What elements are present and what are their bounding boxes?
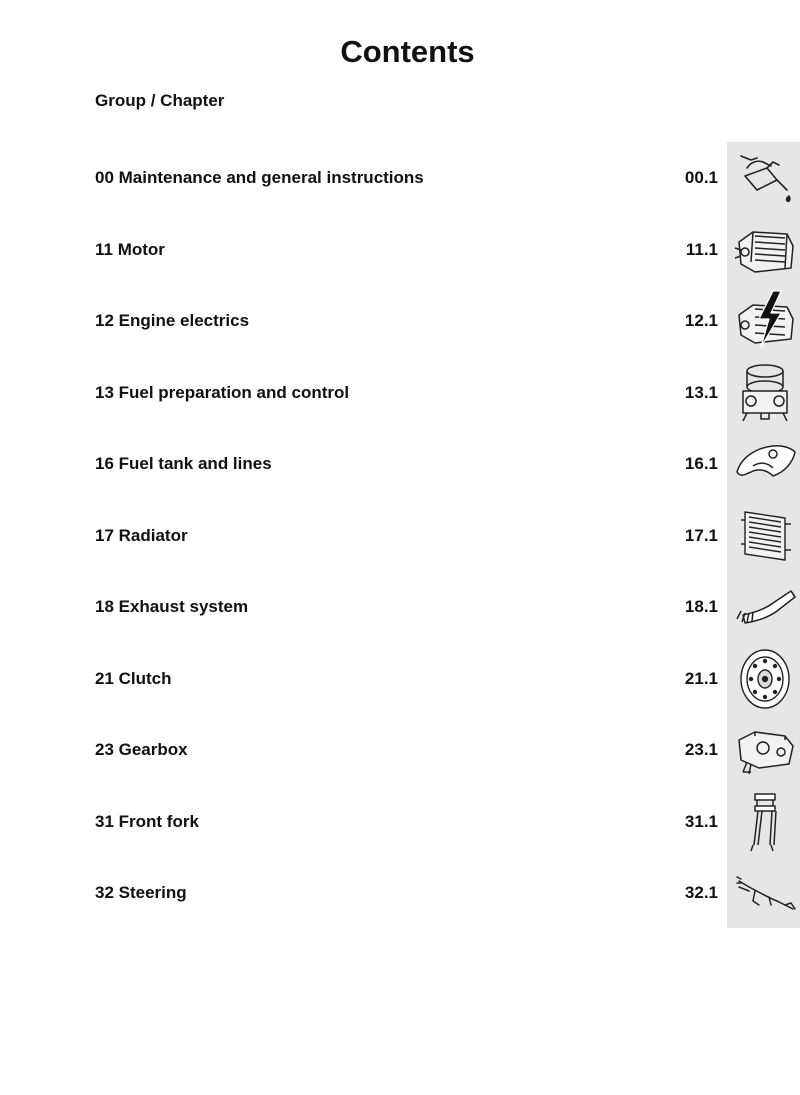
toc-entry-title[interactable]: 17 Radiator	[95, 526, 188, 545]
gearbox-icon	[733, 718, 797, 782]
toc-entry-page[interactable]: 31.1	[684, 812, 718, 831]
toc-entry-page[interactable]: 17.1	[684, 526, 718, 545]
throttle-body-icon	[733, 361, 797, 425]
toc-entry-title[interactable]: 00 Maintenance and general instructions	[95, 168, 424, 187]
toc-row-31[interactable]	[0, 786, 800, 858]
toc-entry-title[interactable]: 32 Steering	[95, 883, 187, 902]
toc-entry-page[interactable]: 32.1	[684, 883, 718, 902]
toc-row-21[interactable]	[0, 643, 800, 715]
column-header: Group / Chapter	[95, 91, 225, 110]
toc-entry-title[interactable]: 23 Gearbox	[95, 740, 188, 759]
toc-entry-page[interactable]: 00.1	[684, 168, 718, 187]
engine-lightning-icon	[733, 289, 797, 353]
toc-entry-title[interactable]: 12 Engine electrics	[95, 311, 250, 330]
toc-row-16[interactable]	[0, 428, 800, 500]
page-title: Contents	[340, 34, 475, 69]
oil-can-icon	[733, 146, 797, 210]
toc-entry-title[interactable]: 18 Exhaust system	[95, 597, 249, 616]
toc-entry-page[interactable]: 23.1	[684, 740, 718, 759]
toc-entry-title[interactable]: 31 Front fork	[95, 812, 199, 831]
handlebar-icon	[733, 861, 797, 925]
toc-entry-page[interactable]: 18.1	[684, 597, 718, 616]
toc-row-11[interactable]	[0, 214, 800, 286]
fuel-tank-icon	[733, 432, 797, 496]
toc-entry-title[interactable]: 11 Motor	[95, 240, 165, 259]
toc-entry-page[interactable]: 12.1	[684, 311, 718, 330]
toc-entry-page[interactable]: 13.1	[684, 383, 718, 402]
toc-entry-title[interactable]: 13 Fuel preparation and control	[95, 383, 350, 402]
toc-entry-page[interactable]: 11.1	[685, 240, 718, 259]
toc-entry-title[interactable]: 21 Clutch	[95, 669, 172, 688]
toc-entry-title[interactable]: 16 Fuel tank and lines	[95, 454, 272, 473]
toc-entry-page[interactable]: 16.1	[684, 454, 718, 473]
toc-row-13[interactable]	[0, 357, 800, 429]
toc-row-32[interactable]	[0, 857, 800, 929]
toc-row-00[interactable]	[0, 142, 800, 214]
front-fork-icon	[733, 790, 797, 854]
toc-row-17[interactable]	[0, 500, 800, 572]
toc-row-23[interactable]	[0, 714, 800, 786]
clutch-disc-icon	[733, 647, 797, 711]
radiator-icon	[733, 504, 797, 568]
toc-entry-page[interactable]: 21.1	[684, 669, 718, 688]
engine-icon	[733, 218, 797, 282]
toc-row-18[interactable]	[0, 571, 800, 643]
toc-row-12[interactable]	[0, 285, 800, 357]
exhaust-icon	[733, 575, 797, 639]
